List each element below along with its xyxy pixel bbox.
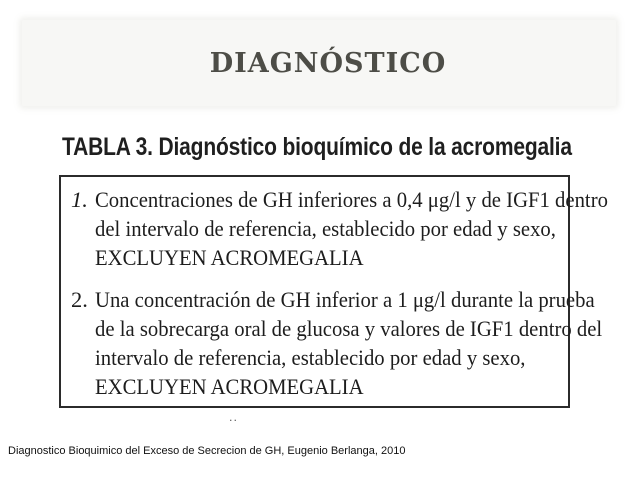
- table-heading: TABLA 3. Diagnóstico bioquímico de la acromegalia: [62, 133, 572, 161]
- item-text: [95, 185, 638, 272]
- source-caption: Diagnostico Bioquimico del Exceso de Secrecion de GH, Eugenio Berlanga, 2010: [8, 445, 406, 457]
- item-line: EXCLUYEN ACROMEGALIA: [95, 374, 364, 399]
- item-line: del intervalo de referencia, establecido por edad y sexo,: [95, 216, 556, 241]
- item-line: Concentraciones de GH inferiores a 0,4 μg/l y de IGF1 dentro: [95, 187, 608, 212]
- item-number: 2.: [71, 287, 88, 312]
- item-number: 1.: [71, 187, 88, 212]
- item-line: intervalo de referencia, establecido por edad y sexo,: [95, 345, 526, 370]
- trailing-mark: ..: [229, 411, 238, 424]
- table-box: [59, 175, 608, 408]
- item-line: Una concentración de GH inferior a 1 μg/l durante la prueba: [95, 287, 595, 312]
- item-text: [95, 285, 638, 401]
- item-line: EXCLUYEN ACROMEGALIA: [95, 245, 364, 270]
- slide-title: DIAGNÓSTICO: [209, 48, 447, 79]
- item-line: de la sobrecarga oral de glucosa y valores de IGF1 dentro del: [95, 316, 603, 341]
